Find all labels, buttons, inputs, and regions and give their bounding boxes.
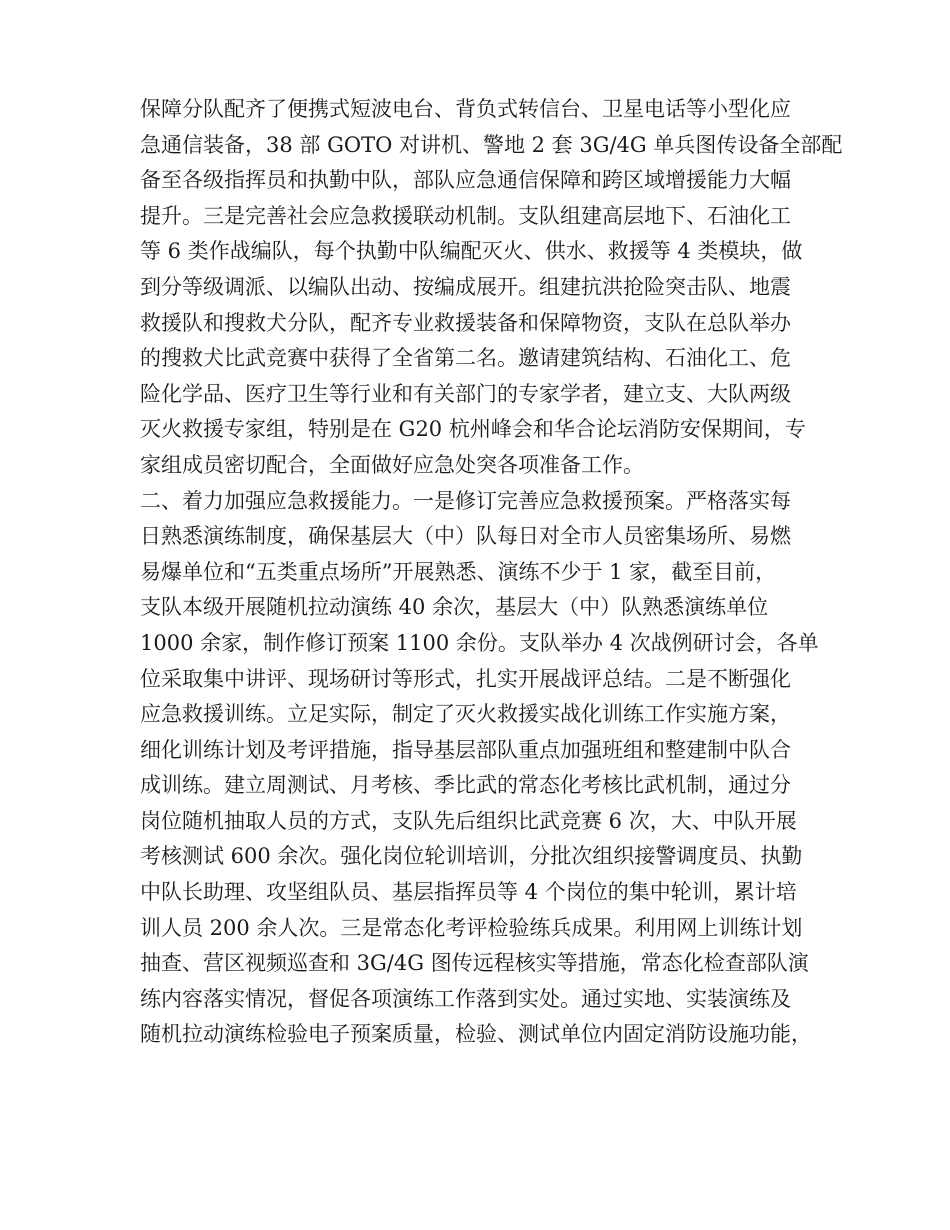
text-line: 灭火救援专家组，特别是在 G20 杭州峰会和华合论坛消防安保期间，专: [140, 417, 806, 442]
text-line: 到分等级调派、以编队出动、按编成展开。组建抗洪抢险突击队、地震: [140, 274, 791, 299]
text-line: 随机拉动演练检验电子预案质量，检验、测试单位内固定消防设施功能，: [140, 1022, 812, 1047]
text-line: 救援队和搜救犬分队，配齐专业救援装备和保障物资，支队在总队举办: [140, 310, 791, 335]
body-text: [140, 92, 843, 1053]
text-line: 考核测试 600 余次。强化岗位轮训培训，分批次组织接警调度员、执勤: [140, 844, 803, 869]
text-line: 的搜救犬比武竞赛中获得了全省第二名。邀请建筑结构、石油化工、危: [140, 346, 791, 371]
text-line: 抽查、营区视频巡查和 3G/4G 图传远程核实等措施，常态化检查部队演: [140, 951, 809, 976]
text-line: 日熟悉演练制度，确保基层大（中）队每日对全市人员密集场所、易燃: [140, 524, 791, 549]
text-line: 等 6 类作战编队，每个执勤中队编配灭火、供水、救援等 4 类模块，做: [140, 239, 803, 264]
text-line: 成训练。建立周测试、月考核、季比武的常态化考核比武机制，通过分: [140, 773, 791, 798]
text-line: 训人员 200 余人次。三是常态化考评检验练兵成果。利用网上训练计划: [140, 915, 803, 940]
text-line: 提升。三是完善社会应急救援联动机制。支队组建高层地下、石油化工: [140, 203, 791, 228]
text-line: 练内容落实情况，督促各项演练工作落到实处。通过实地、实装演练及: [140, 986, 791, 1011]
text-line: 备至各级指挥员和执勤中队，部队应急通信保障和跨区域增援能力大幅: [140, 168, 791, 193]
text-line: 中队长助理、攻坚组队员、基层指挥员等 4 个岗位的集中轮训，累计培: [140, 880, 797, 905]
text-line: 岗位随机抽取人员的方式，支队先后组织比武竞赛 6 次，大、中队开展: [140, 808, 797, 833]
text-line: 1000 余家，制作修订预案 1100 余份。支队举办 4 次战例研讨会，各单: [140, 630, 819, 655]
text-line: 家组成员密切配合，全面做好应急处突各项准备工作。: [140, 452, 644, 477]
text-line: 位采取集中讲评、现场研讨等形式，扎实开展战评总结。二是不断强化: [140, 666, 791, 691]
text-line: 应急救援训练。立足实际，制定了灭火救援实战化训练工作实施方案，: [140, 702, 791, 727]
text-line: 细化训练计划及考评措施，指导基层部队重点加强班组和整建制中队合: [140, 737, 791, 762]
text-line: 易爆单位和“五类重点场所”开展熟悉、演练不少于 1 家，截至目前，: [140, 559, 777, 584]
section-heading-line: 二、着力加强应急救援能力。一是修订完善应急救援预案。严格落实每: [140, 488, 791, 513]
text-line: 保障分队配齐了便携式短波电台、背负式转信台、卫星电话等小型化应: [140, 97, 791, 121]
text-line: 险化学品、医疗卫生等行业和有关部门的专家学者，建立支、大队两级: [140, 381, 791, 406]
text-line: 支队本级开展随机拉动演练 40 余次，基层大（中）队熟悉演练单位: [140, 595, 769, 620]
text-line: 急通信装备，38 部 GOTO 对讲机、警地 2 套 3G/4G 单兵图传设备全部配: [140, 132, 843, 157]
